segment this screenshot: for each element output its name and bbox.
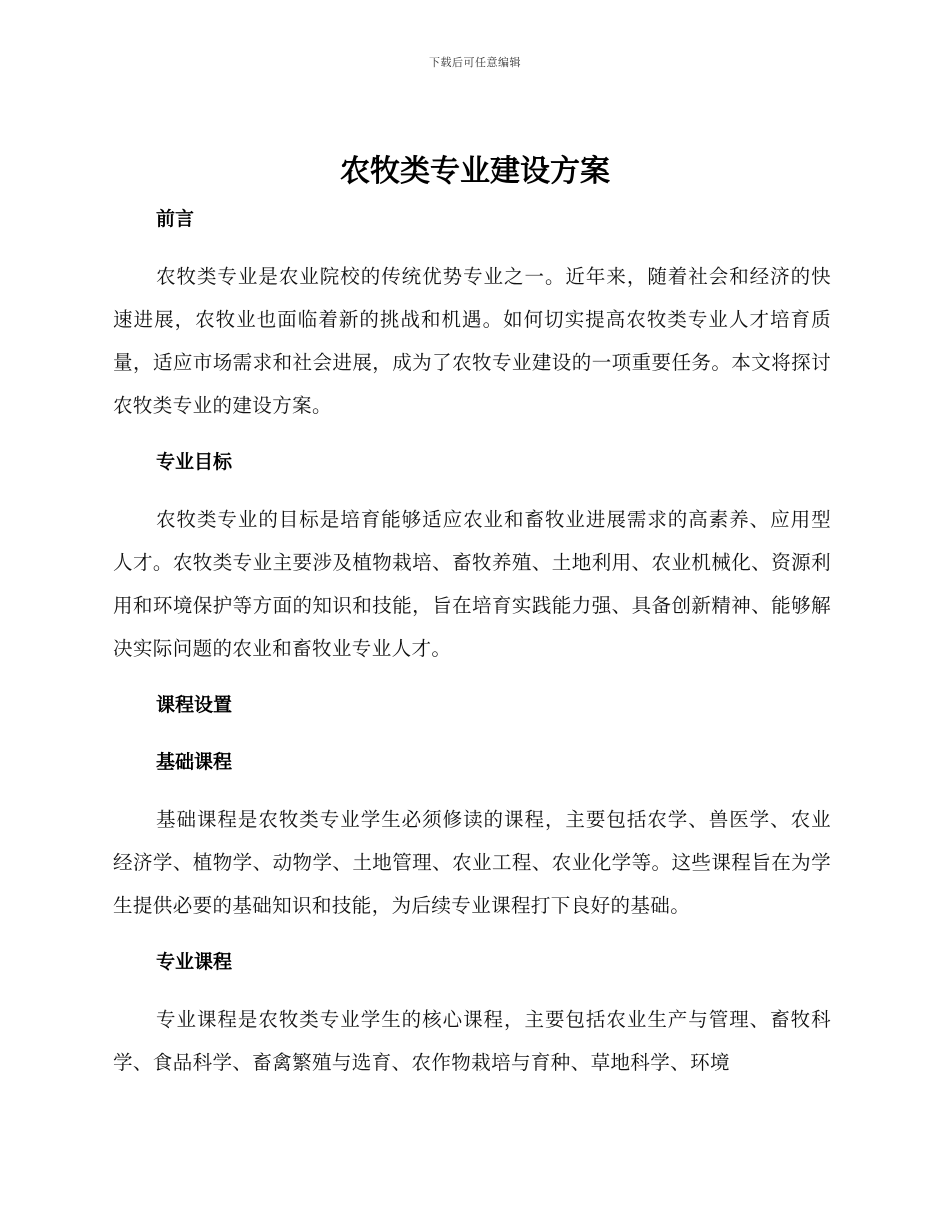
document-title: 农牧类专业建设方案 bbox=[340, 154, 610, 189]
document-body bbox=[113, 198, 831, 1098]
section-preface bbox=[113, 198, 831, 427]
section-heading-preface: 前言 bbox=[156, 208, 195, 230]
section-paragraph-basic-courses: 基础课程是农牧类专业学生必须修读的课程，主要包括农学、兽医学、农业经济学、植物学、动物学、土地管理、农业工程、农业化学等。这些课程旨在为学生提供必要的基础知识和技能，为后续专业课程打下良好的基础。 bbox=[113, 808, 831, 917]
section-major-courses bbox=[113, 941, 831, 1084]
section-heading-goals: 专业目标 bbox=[156, 451, 233, 473]
section-paragraph-preface: 农牧类专业是农业院校的传统优势专业之一。近年来，随着社会和经济的快速进展，农牧业也面临着新的挑战和机遇。如何切实提高农牧类专业人才培育质量，适应市场需求和社会进展，成为了农牧专业建设的一项重要任务。本文将探讨农牧类专业的建设方案。 bbox=[113, 265, 831, 417]
section-curriculum bbox=[113, 684, 831, 727]
page-header-note: 下载后可任意编辑 bbox=[429, 56, 521, 69]
section-paragraph-major-courses: 专业课程是农牧类专业学生的核心课程，主要包括农业生产与管理、畜牧科学、食品科学、畜禽繁殖与选育、农作物栽培与育种、草地科学、环境 bbox=[113, 1008, 831, 1074]
section-goals bbox=[113, 441, 831, 670]
section-heading-basic-courses: 基础课程 bbox=[156, 751, 233, 773]
section-basic-courses bbox=[113, 741, 831, 927]
section-heading-major-courses: 专业课程 bbox=[156, 951, 233, 973]
section-heading-curriculum: 课程设置 bbox=[156, 694, 233, 716]
section-paragraph-goals: 农牧类专业的目标是培育能够适应农业和畜牧业进展需求的高素养、应用型人才。农牧类专业主要涉及植物栽培、畜牧养殖、土地利用、农业机械化、资源利用和环境保护等方面的知识和技能，旨在培育实践能力强、具备创新精神、能够解决实际问题的农业和畜牧业专业人才。 bbox=[113, 508, 831, 660]
